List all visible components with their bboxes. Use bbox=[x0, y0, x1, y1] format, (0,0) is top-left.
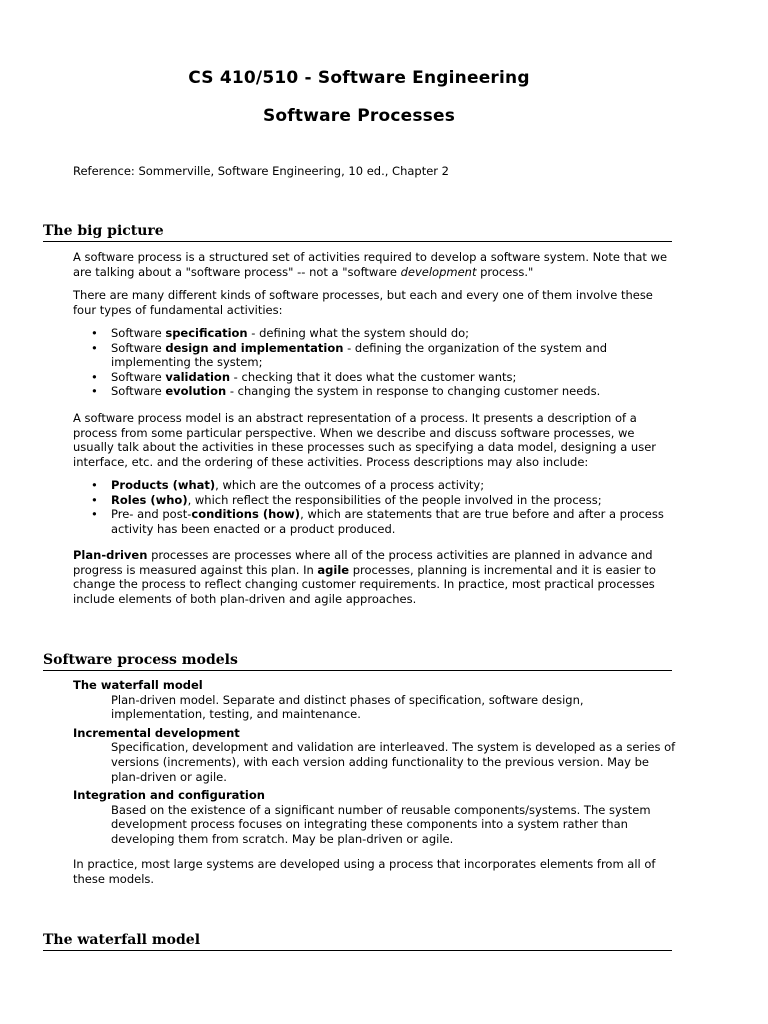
list-item-text: - changing the system in response to changing customer needs. bbox=[226, 384, 601, 399]
document-title: CS 410/510 - Software Engineering bbox=[188, 68, 530, 88]
activities-list bbox=[73, 326, 678, 399]
paragraph-plan-driven-agile bbox=[73, 548, 678, 606]
process-models-definition-list bbox=[73, 678, 678, 851]
list-item-text: Software bbox=[111, 340, 166, 355]
paragraph-models-closing: In practice, most large systems are developed using a process that incorporates elements from all of these models. bbox=[73, 857, 656, 886]
document-subtitle: Software Processes bbox=[262, 106, 456, 126]
list-item-text: Software bbox=[111, 369, 166, 384]
list-item bbox=[73, 370, 678, 385]
paragraph-activities-intro: There are many different kinds of software processes, but each and every one of them involve these four types of fundamental activities: bbox=[73, 288, 653, 317]
definition-term: Incremental development bbox=[73, 725, 240, 740]
paragraph-text: processes are processes where all of the process activities are planned in advance and progress is measured against this plan. In bbox=[73, 548, 653, 577]
list-item bbox=[73, 384, 678, 399]
list-item-bold: conditions (how) bbox=[191, 507, 301, 522]
bold-agile: agile bbox=[317, 562, 350, 577]
list-item-text: - checking that it does what the customer wants; bbox=[230, 369, 517, 384]
list-item-text: - defining what the system should do; bbox=[247, 326, 470, 340]
definition-description: Specification, development and validation are interleaved. The system is developed as a series of versions (increments), with each version adding functionality to the previous version. May be plan-driven or agile. bbox=[111, 740, 676, 784]
list-item bbox=[73, 478, 678, 493]
paragraph-text: A software process is a structured set of activities required to develop a software system. Note that we are talking about a "software process" -- not a "software bbox=[73, 250, 668, 279]
paragraph-process-model: A software process model is an abstract representation of a process. It presents a description of a process from some particular perspective. When we describe and discuss software processes, we usually talk about the activities in these processes such as specifying a data model, designing a user interface, etc. and the ordering of these activities. Process descriptions may also include: bbox=[73, 411, 657, 469]
list-item bbox=[73, 493, 678, 508]
definition-description: Based on the existence of a significant number of reusable components/systems. The system development process focuses on integrating these components into a system rather than developing them from scratch. May be plan-driven or agile. bbox=[111, 802, 651, 846]
list-item-bold: Roles (who) bbox=[111, 492, 188, 507]
paragraph-text: process." bbox=[476, 264, 534, 279]
list-item-bold: validation bbox=[165, 369, 231, 384]
emphasis-development: development bbox=[400, 264, 477, 279]
list-item bbox=[73, 326, 678, 341]
paragraph-software-process-definition bbox=[73, 250, 678, 279]
section-heading-waterfall: The waterfall model bbox=[43, 932, 672, 951]
section-heading-process-models: Software process models bbox=[43, 652, 672, 671]
paragraph-text: processes, planning is incremental and it is easier to change the process to reflect changing customer requirements. In practice, most practical processes include elements of both plan-driven and agile approaches. bbox=[73, 562, 656, 606]
list-item bbox=[73, 507, 678, 536]
reference-line: Reference: Sommerville, Software Engineering, 10 ed., Chapter 2 bbox=[73, 164, 450, 178]
bold-plan-driven: Plan-driven bbox=[73, 548, 148, 562]
list-item-bold: design and implementation bbox=[165, 340, 344, 355]
list-item-text: - defining the organization of the system and implementing the system; bbox=[111, 340, 608, 370]
list-item-bold: Products (what) bbox=[111, 478, 216, 492]
list-item-bold: evolution bbox=[165, 384, 227, 399]
list-item-text: Software bbox=[111, 326, 166, 340]
process-description-list bbox=[73, 478, 678, 536]
list-item-text: , which reflect the responsibilities of the people involved in the process; bbox=[187, 492, 602, 507]
list-item-text: , which are statements that are true before and after a process activity has been enacted or a product produced. bbox=[111, 507, 664, 536]
definition-term: Integration and configuration bbox=[73, 788, 265, 803]
definition-term: The waterfall model bbox=[73, 678, 203, 692]
list-item bbox=[73, 341, 678, 370]
list-item-text: , which are the outcomes of a process activity; bbox=[215, 478, 485, 492]
section-heading-big-picture: The big picture bbox=[43, 223, 672, 242]
definition-description: Plan-driven model. Separate and distinct phases of specification, software design, implementation, testing, and maintenance. bbox=[111, 692, 584, 722]
list-item-bold: specification bbox=[165, 326, 248, 340]
list-item-text: Software bbox=[111, 384, 166, 399]
list-item-text: Pre- and post- bbox=[111, 507, 192, 522]
